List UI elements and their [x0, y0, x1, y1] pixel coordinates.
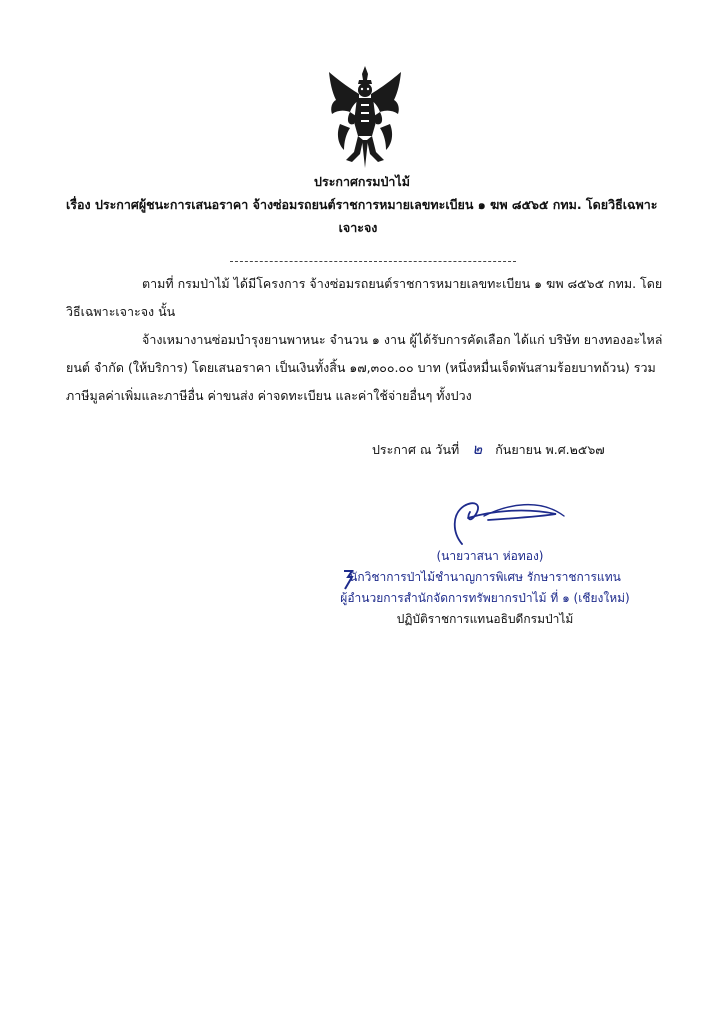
dashed-divider: [230, 261, 516, 262]
signatory-position-2: ผู้อำนวยการสำนักจัดการทรัพยากรป่าไม้ ที่ ๑ (เชียงใหม่): [340, 591, 630, 605]
signatory-position-1: นักวิชาการป่าไม้ชำนาญการพิเศษ รักษาราชการแทน: [349, 570, 621, 584]
signatory-name: (นายวาสนา ห่อทอง): [436, 549, 544, 563]
subject-line-1: เรื่อง ประกาศผู้ชนะการเสนอราคา จ้างซ่อมรถยนต์ราชการหมายเลขทะเบียน ๑ ฆพ ๘๕๖๕ กทม. โดยวิธีเฉพาะ: [66, 197, 658, 212]
signature-block: [340, 546, 630, 630]
subject-heading: [66, 193, 666, 239]
date-day-handwritten: ๒: [472, 440, 483, 458]
date-suffix: กันยายน พ.ศ.๒๕๖๗: [495, 442, 605, 457]
paragraph-project: ตามที่ กรมป่าไม้ ได้มีโครงการ จ้างซ่อมรถยนต์ราชการหมายเลขทะเบียน ๑ ฆพ ๘๕๖๕ กทม. โดยวิธีเฉพาะเจาะจง นั้น: [66, 276, 663, 319]
announcement-title: ประกาศกรมป่าไม้: [314, 174, 410, 189]
subject-line-2: เจาะจง: [338, 220, 378, 235]
handwritten-signature-icon: [448, 492, 568, 548]
date-prefix: ประกาศ ณ วันที่: [372, 442, 460, 457]
announcement-date: [372, 437, 605, 461]
paragraph-winner: จ้างเหมางานซ่อมบำรุงยานพาหนะ จำนวน ๑ งาน ผู้ได้รับการคัดเลือก ได้แก่ บริษัท ยางทองอะไหล่ยนต์ จำกัด (ให้บริการ) โดยเสนอราคา เป็นเงินทั้งสิ้น ๑๗,๓๐๐.๐๐ บาท (หนึ่งหมื่นเจ็ดพันสามร้อยบาทถ้วน) รวมภาษีมูลค่าเพิ่มและภาษีอื่น ค่าขนส่ง ค่าจดทะเบียน และค่าใช้จ่ายอื่นๆ ทั้งปวง: [66, 332, 663, 403]
garuda-emblem-icon: [326, 64, 404, 170]
signatory-position-3: ปฏิบัติราชการแทนอธิบดีกรมป่าไม้: [396, 612, 574, 626]
